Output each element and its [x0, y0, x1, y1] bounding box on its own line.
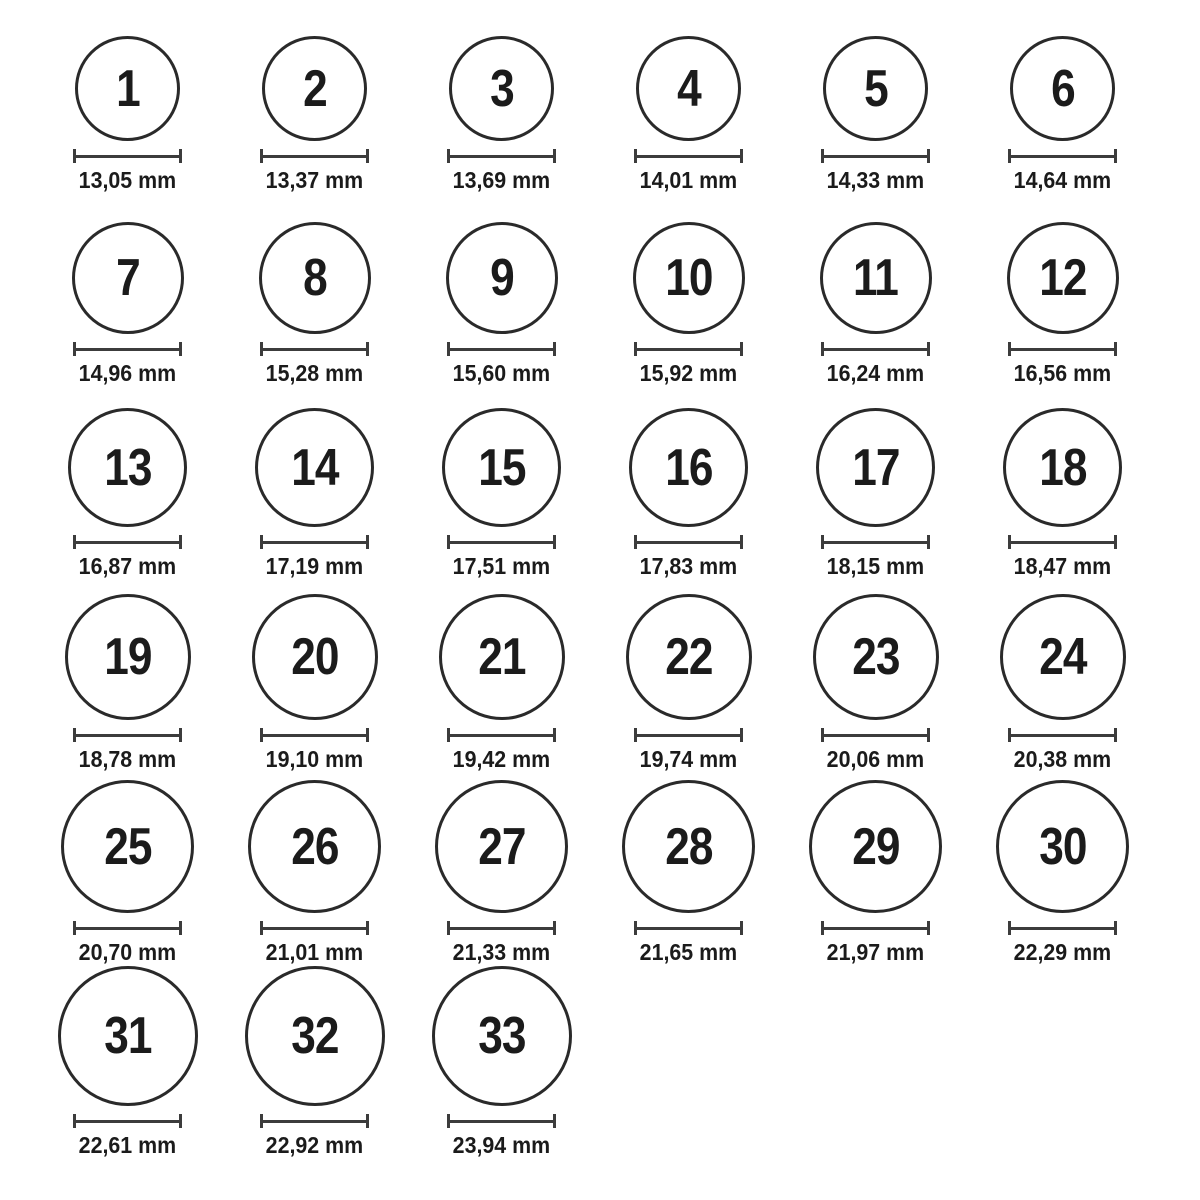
ring-circle	[823, 36, 928, 141]
diameter-ruler	[821, 535, 930, 549]
ring-size-number: 31	[103, 1007, 152, 1065]
ring-circle	[61, 780, 194, 913]
diameter-ruler	[1008, 149, 1117, 163]
diameter-label: 16,56 mm	[1013, 360, 1112, 386]
ring-size-number: 16	[664, 438, 713, 497]
diameter-ruler	[447, 149, 556, 163]
diameter-label: 18,78 mm	[78, 746, 177, 772]
diameter-label: 13,05 mm	[78, 167, 177, 193]
ring-circle	[449, 36, 554, 141]
diameter-label: 22,61 mm	[78, 1132, 177, 1158]
ring-circle	[1010, 36, 1115, 141]
ring-size-cell	[34, 193, 221, 386]
ring-size-number: 13	[103, 438, 152, 497]
ring-circle	[996, 780, 1129, 913]
ring-circle	[629, 408, 748, 527]
ring-circle	[446, 222, 558, 334]
diameter-label: 19,74 mm	[639, 746, 738, 772]
ring-circle	[809, 780, 942, 913]
diameter-ruler	[73, 728, 182, 742]
ring-size-number: 11	[852, 249, 899, 307]
ring-size-cell	[969, 193, 1156, 386]
ring-size-number: 1	[115, 59, 140, 118]
ring-size-cell	[408, 772, 595, 965]
diameter-ruler	[260, 1114, 369, 1128]
ring-size-number: 2	[302, 59, 327, 118]
ring-size-chart	[34, 0, 1156, 1158]
diameter-ruler	[73, 1114, 182, 1128]
diameter-label: 20,06 mm	[826, 746, 925, 772]
ring-size-cell	[782, 193, 969, 386]
diameter-ruler	[821, 342, 930, 356]
diameter-label: 21,01 mm	[265, 939, 364, 965]
ring-size-number: 12	[1038, 249, 1087, 307]
ring-circle	[248, 780, 381, 913]
diameter-ruler	[447, 342, 556, 356]
diameter-ruler	[447, 728, 556, 742]
ring-size-cell	[34, 772, 221, 965]
ring-size-cell	[782, 0, 969, 193]
diameter-label: 17,19 mm	[265, 553, 364, 579]
ring-circle	[75, 36, 180, 141]
diameter-label: 17,51 mm	[452, 553, 551, 579]
ring-size-number: 32	[290, 1007, 339, 1065]
diameter-label: 21,97 mm	[826, 939, 925, 965]
ring-circle	[439, 594, 565, 720]
diameter-label: 14,64 mm	[1013, 167, 1112, 193]
ring-size-number: 18	[1038, 438, 1087, 497]
ring-circle	[1003, 408, 1122, 527]
ring-circle	[622, 780, 755, 913]
diameter-ruler	[634, 921, 743, 935]
ring-size-number: 7	[115, 249, 140, 307]
diameter-ruler	[821, 921, 930, 935]
ring-size-number: 5	[863, 59, 888, 118]
diameter-label: 19,10 mm	[265, 746, 364, 772]
diameter-ruler	[260, 342, 369, 356]
ring-size-cell	[408, 0, 595, 193]
diameter-label: 16,87 mm	[78, 553, 177, 579]
diameter-ruler	[821, 149, 930, 163]
ring-size-cell	[408, 965, 595, 1158]
ring-circle	[626, 594, 752, 720]
diameter-label: 14,96 mm	[78, 360, 177, 386]
ring-size-number: 14	[290, 438, 339, 497]
diameter-ruler	[447, 1114, 556, 1128]
ring-circle	[252, 594, 378, 720]
diameter-ruler	[1008, 921, 1117, 935]
ring-size-number: 6	[1050, 59, 1075, 118]
ring-size-cell	[969, 0, 1156, 193]
diameter-label: 15,92 mm	[639, 360, 738, 386]
ring-circle	[1007, 222, 1119, 334]
diameter-ruler	[73, 342, 182, 356]
ring-size-number: 30	[1038, 817, 1087, 876]
diameter-ruler	[1008, 728, 1117, 742]
ring-size-cell	[221, 772, 408, 965]
diameter-ruler	[634, 342, 743, 356]
diameter-ruler	[260, 535, 369, 549]
ring-size-cell	[782, 579, 969, 772]
diameter-label: 22,92 mm	[265, 1132, 364, 1158]
ring-size-number: 21	[477, 628, 526, 686]
ring-size-number: 25	[103, 817, 152, 876]
diameter-label: 20,70 mm	[78, 939, 177, 965]
diameter-label: 19,42 mm	[452, 746, 551, 772]
diameter-ruler	[634, 535, 743, 549]
diameter-label: 21,65 mm	[639, 939, 738, 965]
diameter-label: 21,33 mm	[452, 939, 551, 965]
ring-size-cell	[221, 386, 408, 579]
diameter-label: 16,24 mm	[826, 360, 925, 386]
ring-circle	[1000, 594, 1126, 720]
ring-size-cell	[408, 386, 595, 579]
ring-circle	[442, 408, 561, 527]
diameter-ruler	[73, 149, 182, 163]
diameter-label: 13,69 mm	[452, 167, 551, 193]
diameter-label: 22,29 mm	[1013, 939, 1112, 965]
ring-size-number: 29	[851, 817, 900, 876]
ring-size-cell	[595, 579, 782, 772]
diameter-ruler	[634, 728, 743, 742]
diameter-label: 14,01 mm	[639, 167, 738, 193]
ring-size-cell	[408, 579, 595, 772]
diameter-label: 18,15 mm	[826, 553, 925, 579]
ring-size-cell	[221, 0, 408, 193]
diameter-ruler	[73, 921, 182, 935]
ring-circle	[813, 594, 939, 720]
diameter-ruler	[73, 535, 182, 549]
diameter-ruler	[447, 921, 556, 935]
ring-size-number: 10	[664, 249, 713, 307]
ring-size-number: 33	[477, 1007, 526, 1065]
ring-size-number: 27	[477, 817, 526, 876]
ring-circle	[72, 222, 184, 334]
diameter-label: 23,94 mm	[452, 1132, 551, 1158]
ring-size-number: 3	[489, 59, 514, 118]
ring-circle	[816, 408, 935, 527]
ring-size-number: 22	[664, 628, 713, 686]
ring-size-cell	[595, 386, 782, 579]
ring-size-cell	[221, 965, 408, 1158]
diameter-label: 18,47 mm	[1013, 553, 1112, 579]
diameter-label: 15,60 mm	[452, 360, 551, 386]
ring-size-number: 4	[676, 59, 701, 118]
diameter-ruler	[260, 149, 369, 163]
ring-size-cell	[595, 193, 782, 386]
ring-circle	[820, 222, 932, 334]
diameter-label: 15,28 mm	[265, 360, 364, 386]
diameter-ruler	[447, 535, 556, 549]
ring-size-cell	[221, 579, 408, 772]
ring-size-cell	[34, 579, 221, 772]
ring-size-number: 23	[851, 628, 900, 686]
ring-circle	[432, 966, 572, 1106]
ring-size-number: 28	[664, 817, 713, 876]
diameter-label: 20,38 mm	[1013, 746, 1112, 772]
diameter-ruler	[260, 728, 369, 742]
ring-circle	[68, 408, 187, 527]
diameter-ruler	[1008, 342, 1117, 356]
diameter-label: 13,37 mm	[265, 167, 364, 193]
diameter-ruler	[1008, 535, 1117, 549]
ring-circle	[65, 594, 191, 720]
ring-size-cell	[969, 386, 1156, 579]
ring-circle	[636, 36, 741, 141]
diameter-ruler	[821, 728, 930, 742]
ring-circle	[435, 780, 568, 913]
ring-size-number: 20	[290, 628, 339, 686]
diameter-label: 17,83 mm	[639, 553, 738, 579]
diameter-label: 14,33 mm	[826, 167, 925, 193]
ring-circle	[259, 222, 371, 334]
diameter-ruler	[260, 921, 369, 935]
ring-size-cell	[408, 193, 595, 386]
ring-circle	[245, 966, 385, 1106]
ring-circle	[633, 222, 745, 334]
ring-size-cell	[595, 772, 782, 965]
ring-size-cell	[595, 0, 782, 193]
ring-circle	[255, 408, 374, 527]
ring-size-cell	[221, 193, 408, 386]
ring-circle	[262, 36, 367, 141]
diameter-ruler	[634, 149, 743, 163]
ring-size-cell	[969, 772, 1156, 965]
ring-size-number: 24	[1038, 628, 1087, 686]
ring-size-number: 17	[851, 438, 900, 497]
ring-size-number: 8	[302, 249, 327, 307]
ring-size-number: 15	[477, 438, 526, 497]
ring-size-cell	[782, 772, 969, 965]
ring-circle	[58, 966, 198, 1106]
ring-size-cell	[34, 386, 221, 579]
ring-size-number: 26	[290, 817, 339, 876]
ring-size-cell	[34, 0, 221, 193]
ring-size-number: 9	[489, 249, 514, 307]
ring-size-number: 19	[103, 628, 152, 686]
ring-size-cell	[34, 965, 221, 1158]
ring-size-cell	[969, 579, 1156, 772]
ring-size-cell	[782, 386, 969, 579]
